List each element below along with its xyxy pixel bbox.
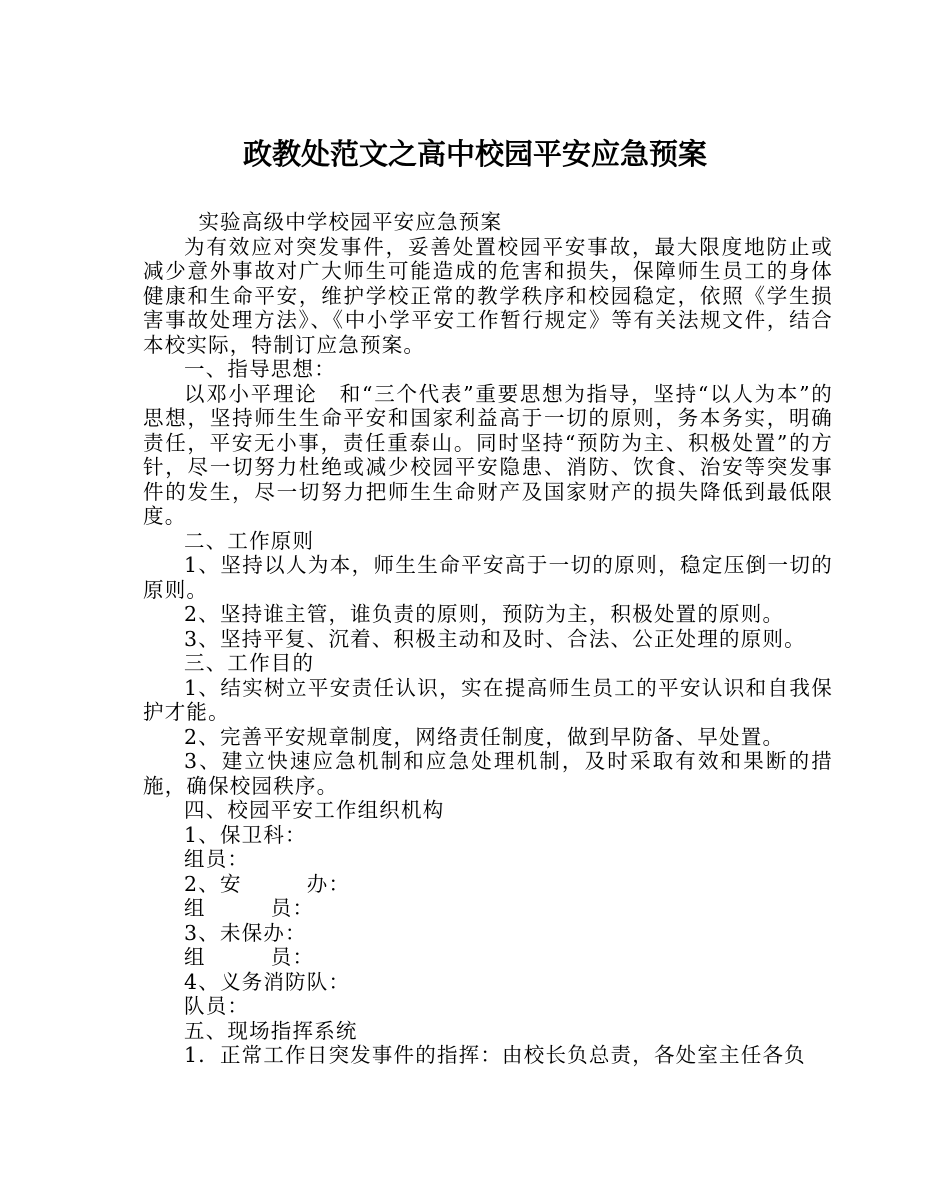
section-heading-command-system: 五、现场指挥系统 — [184, 1018, 358, 1043]
section-heading-organization: 四、校园平安工作组织机构 — [184, 798, 445, 822]
list-item-command-1: 1．正常工作日突发事件的指挥：由校长负总责，各处室主任各负 — [184, 1043, 806, 1067]
section-heading-work-goals: 三、工作目的 — [184, 651, 315, 675]
list-item-safety-office-members: 组 员： — [184, 896, 315, 920]
list-item-goal-3: 3、建立快速应急机制和应急处理机制，及时采取有效和果断的措施，确保校园秩序。 — [143, 749, 833, 798]
paragraph-intro: 为有效应对突发事件，妥善处置校园平安事故，最大限度地防止或减少意外事故对广大师生可能造成的危害和损失，保障师生员工的身体健康和生命平安，维护学校正常的教学秩序和校园稳定，依照《学生损害事故处理方法》、《中小学平安工作暂行规定》等有关法规文件，结合本校实际，特制订应急预案。 — [143, 234, 833, 357]
list-item-security-members: 组员： — [184, 847, 250, 871]
list-item-principle-3: 3、坚持平复、沉着、积极主动和及时、合法、公正处理的原则。 — [184, 626, 806, 651]
list-item-minor-protection-members: 组 员： — [184, 945, 315, 969]
paragraph-guiding-thought: 以邓小平理论 和“三个代表”重要思想为指导，坚持“以人为本”的思想，坚持师生生命平安和国家利益高于一切的原则，务本务实，明确责任，平安无小事，责任重泰山。同时坚持“预防为主、积极处置”的方针，尽一切努力杜绝或减少校园平安隐患、消防、饮食、治安等突发事件的发生，尽一切努力把师生生命财产及国家财产的损失降低到最低限度。 — [143, 381, 833, 528]
section-heading-guiding-thought: 一、指导思想： — [184, 357, 336, 381]
list-item-principle-2: 2、坚持谁主管，谁负责的原则，预防为主，积极处置的原则。 — [184, 602, 785, 626]
section-heading-work-principles: 二、工作原则 — [184, 528, 315, 553]
list-item-safety-office: 2、安 办： — [184, 871, 351, 896]
list-item-minor-protection-office: 3、未保办： — [184, 920, 307, 945]
document-body — [143, 210, 833, 1068]
list-item-fire-brigade: 4、义务消防队： — [184, 969, 351, 994]
document-title: 政教处范文之高中校园平安应急预案 — [242, 137, 707, 171]
list-item-principle-1: 1、坚持以人为本，师生生命平安高于一切的原则，稳定压倒一切的原则。 — [143, 553, 833, 602]
list-item-goal-1: 1、结实树立平安责任认识，实在提高师生员工的平安认识和自我保护才能。 — [143, 675, 833, 724]
document-subtitle: 实验高级中学校园平安应急预案 — [198, 210, 503, 234]
list-item-security-dept: 1、保卫科： — [184, 822, 307, 847]
list-item-fire-brigade-members: 队员： — [184, 994, 250, 1018]
list-item-goal-2: 2、完善平安规章制度，网络责任制度，做到早防备、早处置。 — [184, 724, 785, 749]
